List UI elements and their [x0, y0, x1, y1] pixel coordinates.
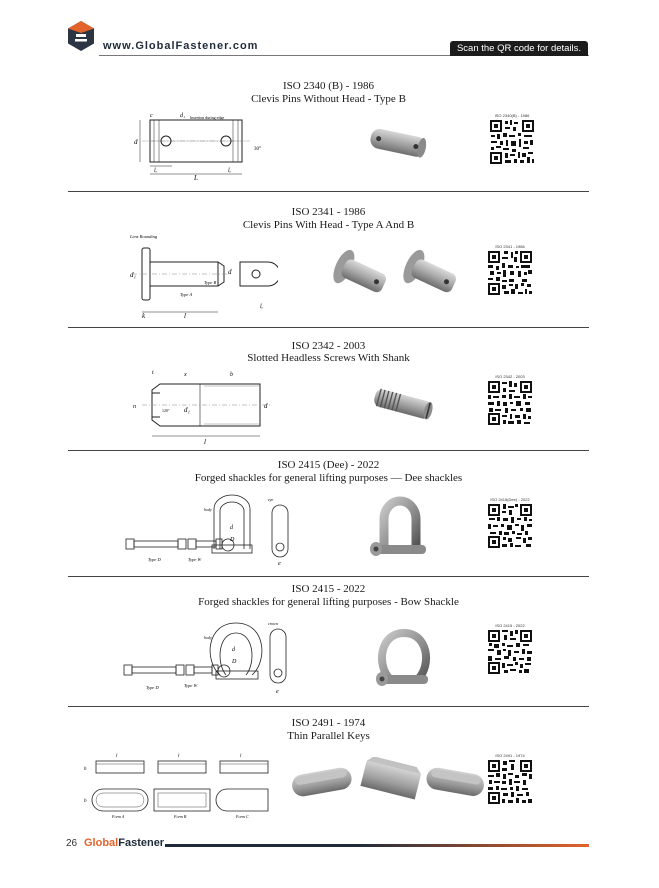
qr-caption: ISO 2415(Dee) - 2022: [490, 497, 530, 502]
dim-e: e: [278, 561, 281, 567]
dim-d: d: [230, 525, 233, 531]
type-d-label: Type D: [146, 685, 159, 690]
qr-caption: ISO 2491 - 1974: [495, 753, 525, 758]
section-iso-2342: [68, 340, 589, 451]
section-code: ISO 2415 - 2022: [291, 583, 366, 595]
dim-D: D: [230, 537, 235, 543]
label-eye: eye: [268, 497, 274, 502]
section-name: Slotted Headless Screws With Shank: [247, 352, 410, 364]
clevis-pin-b-drawing: [132, 110, 262, 180]
dim-L: L: [194, 174, 198, 180]
dim-d: d: [264, 402, 268, 410]
section-name: Clevis Pins Without Head - Type B: [251, 93, 406, 105]
drawing-note: Insertion during edge: [190, 115, 225, 120]
section-divider: [68, 191, 589, 192]
qr-code-icon: [487, 629, 533, 675]
dim-n: n: [133, 404, 136, 410]
qr-code-icon: [487, 380, 533, 426]
dim-le-right: lₑ: [228, 168, 232, 174]
section-name: Thin Parallel Keys: [287, 730, 370, 742]
qr-caption: ISO 2415 - 2022: [495, 623, 525, 628]
type-w-label: Type W: [184, 683, 198, 688]
globalfastener-logo: [66, 20, 96, 52]
qr-code-icon: [487, 503, 533, 549]
section-divider: [68, 706, 589, 707]
dim-b: b: [84, 799, 87, 804]
type-a-label: Type A: [180, 292, 193, 297]
section-iso-2341: [68, 206, 589, 328]
form-c-label: Form C: [236, 814, 249, 819]
thin-keys-photo: [286, 757, 486, 809]
dim-k: k: [142, 312, 146, 318]
section-divider: [68, 450, 589, 451]
page-number: 26: [66, 838, 78, 849]
qr-code[interactable]: [486, 244, 534, 298]
dim-d: d: [134, 138, 138, 146]
dim-le-left: lₑ: [154, 168, 158, 174]
section-divider: [68, 576, 589, 577]
dim-t: t: [152, 370, 154, 376]
dee-shackle-drawing: [122, 489, 292, 569]
section-divider: [68, 327, 589, 328]
label-crown: crown: [268, 621, 278, 626]
dim-l-c: l: [240, 754, 242, 759]
label-body: body: [204, 635, 212, 640]
clevis-pin-photo: [364, 124, 434, 164]
qr-caption: ISO 2340(B) - 1986: [494, 113, 530, 118]
qr-code[interactable]: [486, 497, 534, 551]
type-w-label: Type W: [188, 557, 202, 562]
dim-angle: 120°: [162, 408, 170, 413]
section-iso-2491: [68, 717, 589, 822]
dim-D: D: [232, 659, 237, 665]
footer-rule: [165, 844, 589, 847]
qr-code[interactable]: [486, 374, 534, 428]
dim-d1: d₁: [180, 113, 186, 119]
dim-d: d: [232, 647, 235, 653]
dim-c: c: [150, 113, 153, 119]
dim-angle: 30°: [254, 147, 261, 152]
section-code: ISO 2491 - 1974: [291, 717, 366, 729]
section-name: Forged shackles for general lifting purposes - Bow Shackle: [198, 596, 459, 608]
dim-x: x: [184, 372, 187, 378]
qr-code[interactable]: [488, 113, 536, 167]
section-name: Clevis Pins With Head - Type A And B: [242, 219, 415, 231]
section-code: ISO 2341 - 1986: [291, 206, 366, 218]
section-iso-2340: [68, 80, 589, 192]
dim-d: d: [228, 268, 232, 276]
qr-code[interactable]: [486, 753, 534, 807]
type-d-label: Type D: [148, 557, 161, 562]
dim-l: l: [184, 312, 186, 318]
section-name: Forged shackles for general lifting purposes — Dee shackles: [194, 472, 463, 484]
form-b-label: Form B: [174, 814, 187, 819]
bow-shackle-photo: [374, 625, 434, 695]
bow-shackle-drawing: [120, 613, 292, 699]
qr-caption: ISO 2341 - 1986: [495, 244, 525, 249]
qr-code-icon: [489, 119, 535, 165]
slotted-screw-photo: [368, 380, 438, 428]
dim-b: b: [230, 372, 233, 378]
head-note: Lens Rounding: [130, 234, 158, 239]
section-code: ISO 2340 (B) - 1986: [282, 80, 375, 92]
slotted-headless-screw-drawing: [130, 368, 280, 446]
type-b-label: Type B: [204, 280, 217, 285]
dim-d1: d₁: [184, 406, 190, 414]
thin-parallel-keys-drawing: [78, 747, 278, 821]
dim-le: lₑ: [260, 304, 264, 310]
brand-global: Global: [84, 837, 119, 849]
section-iso-2415-bow: [68, 583, 589, 707]
section-code: ISO 2342 - 2003: [291, 340, 366, 352]
dim-h: h: [84, 767, 87, 772]
dee-shackle-photo: [370, 495, 430, 565]
label-body: body: [204, 507, 212, 512]
qr-banner: Scan the QR code for details.: [450, 41, 588, 56]
section-code: ISO 2415 (Dee) - 2022: [277, 459, 380, 471]
footer-brand: [84, 837, 164, 849]
form-a-label: Form A: [112, 814, 125, 819]
clevis-pins-with-head-photo: [330, 246, 466, 304]
dim-l-a: l: [116, 754, 118, 759]
qr-caption: ISO 2342 - 2003: [495, 374, 525, 379]
dim-l: l: [204, 438, 206, 446]
qr-code[interactable]: [486, 623, 534, 677]
clevis-pin-ab-drawing: [128, 232, 278, 318]
dim-l-b: l: [178, 754, 180, 759]
dim-e: e: [276, 689, 279, 695]
dim-d1: d₁: [130, 271, 136, 279]
site-url[interactable]: www.GlobalFastener.com: [103, 40, 259, 52]
qr-code-icon: [487, 759, 533, 805]
brand-fastener: Fastener: [118, 837, 165, 849]
qr-code-icon: [487, 250, 533, 296]
section-iso-2415-dee: [68, 459, 589, 577]
